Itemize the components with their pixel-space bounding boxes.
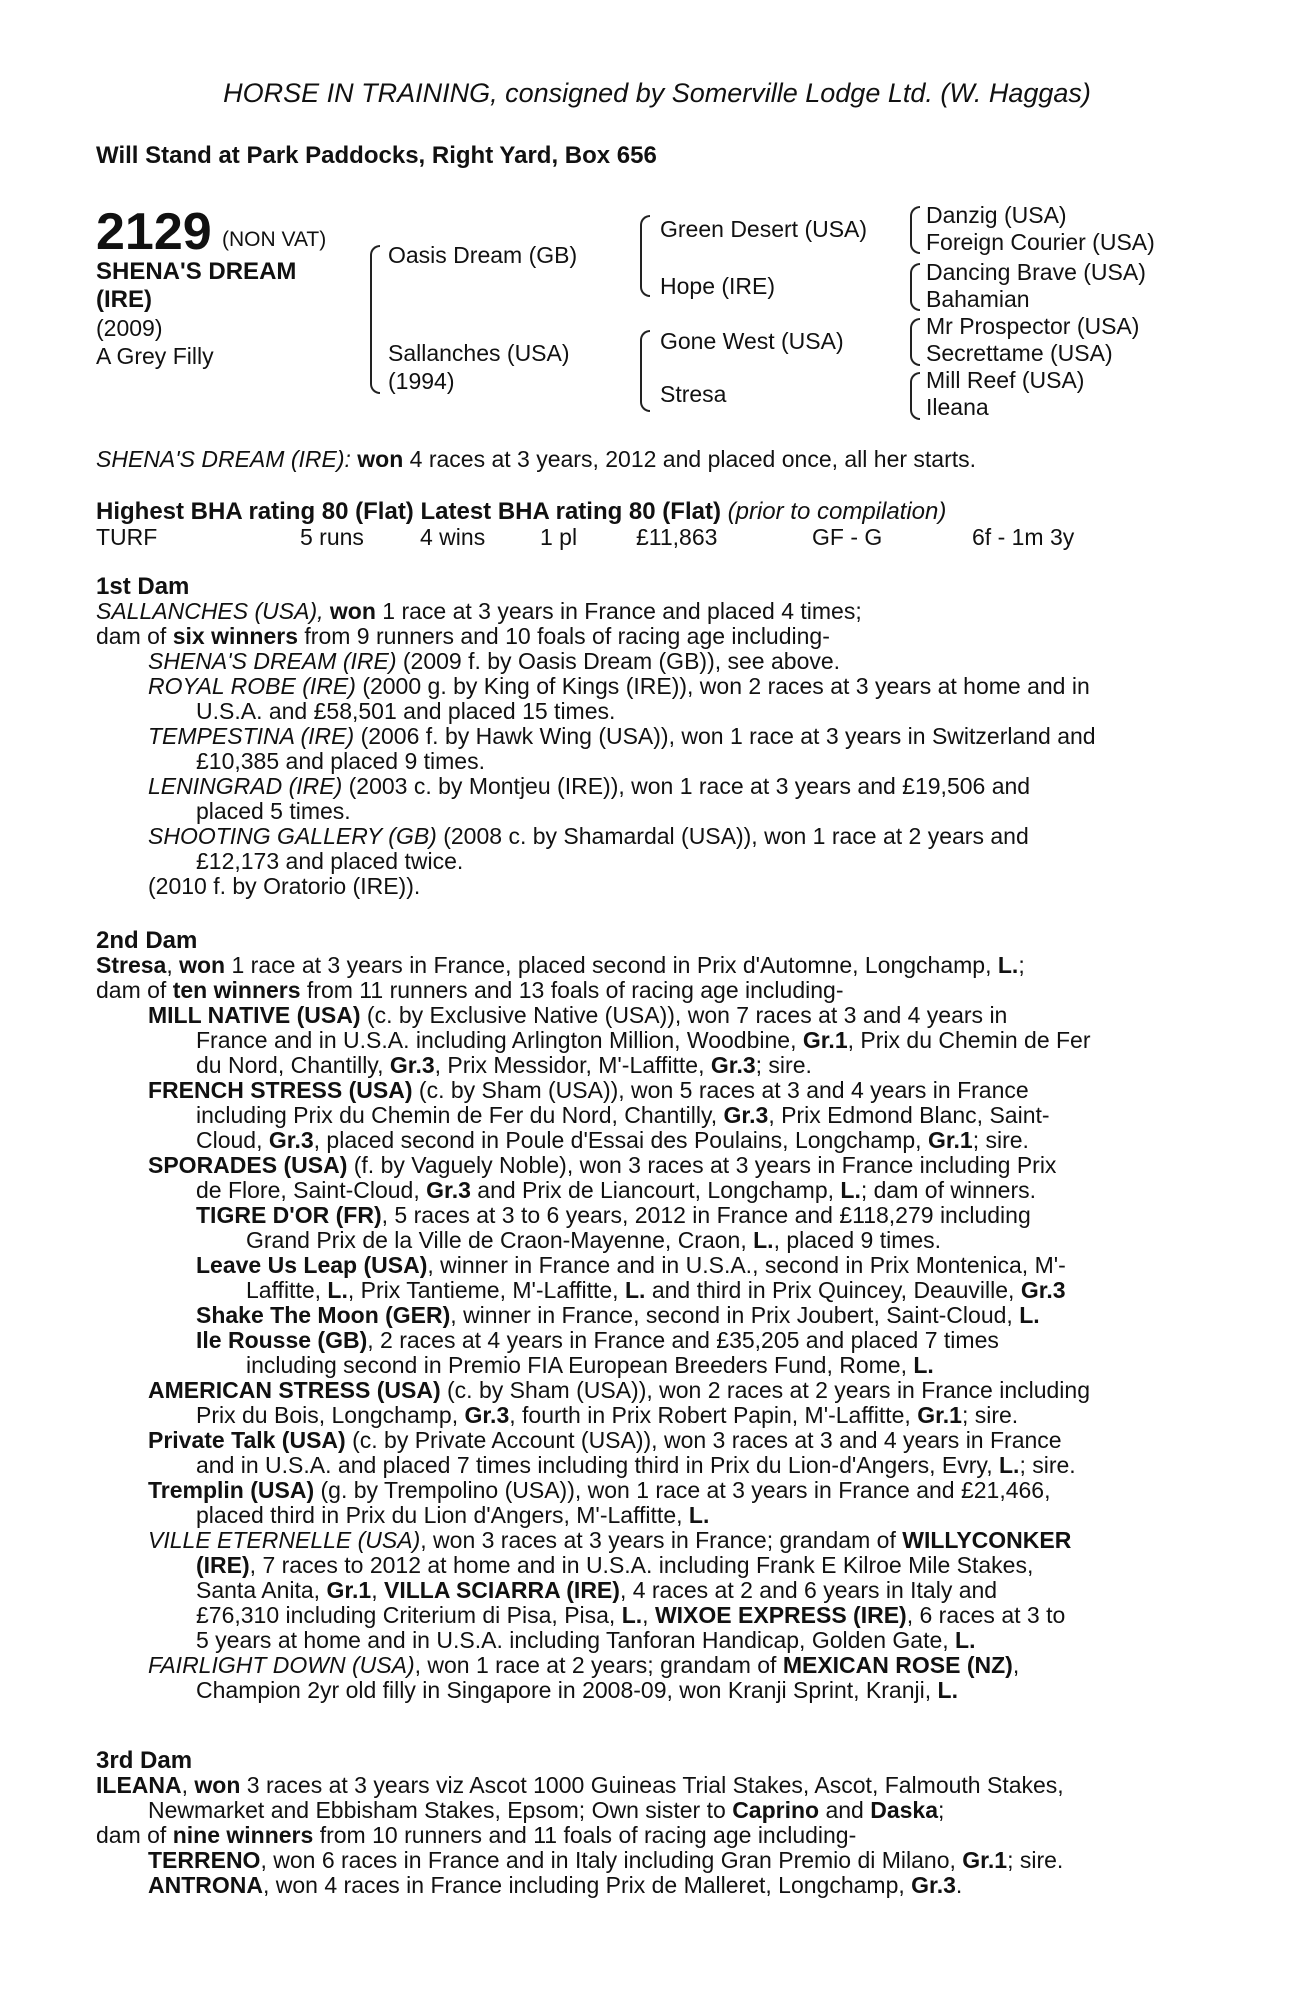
pedigree-dam: Sallanches (USA) — [388, 340, 570, 366]
horse-description: A Grey Filly — [96, 343, 214, 369]
progeny-item-cont: 5 years at home and in U.S.A. including Tanforan Handicap, Golden Gate, L. — [196, 1628, 976, 1653]
progeny-item-cont: placed 5 times. — [196, 799, 351, 824]
pedigree-brace-main — [370, 245, 380, 394]
progeny-item-cont: £10,385 and placed 9 times. — [196, 749, 485, 774]
pedigree-dam-sire: Gone West (USA) — [660, 328, 844, 354]
progeny-item: FRENCH STRESS (USA) (c. by Sham (USA)), won 5 races at 3 and 4 years in France — [148, 1078, 1029, 1103]
foaling-year: (2009) — [96, 315, 163, 341]
lot-number: 2129 — [96, 203, 212, 261]
first-dam-section — [96, 574, 1218, 899]
pedigree-ddd: Ileana — [926, 394, 989, 420]
progeny-item-cont: U.S.A. and £58,501 and placed 15 times. — [196, 699, 616, 724]
catalogue-header: HORSE IN TRAINING, consigned by Somerville Lodge Ltd. (W. Haggas) — [223, 78, 1091, 108]
progeny-item-cont: Champion 2yr old filly in Singapore in 2008-09, won Kranji Sprint, Kranji, L. — [196, 1678, 958, 1703]
pedigree-dsd: Secrettame (USA) — [926, 340, 1113, 366]
progeny-item-cont: placed third in Prix du Lion d'Angers, M'-Laffitte, L. — [196, 1503, 710, 1528]
pedigree-dss: Mr Prospector (USA) — [926, 313, 1140, 339]
turf-placed: 1 pl — [540, 524, 578, 550]
turf-distance: 6f - 1m 3y — [972, 524, 1075, 550]
pedigree-sire: Oasis Dream (GB) — [388, 242, 578, 268]
grand-progeny-item: Ile Rousse (GB), 2 races at 4 years in France and £35,205 and placed 7 times — [196, 1328, 999, 1353]
third-dam-heading: 3rd Dam — [96, 1748, 193, 1773]
progeny-item: LENINGRAD (IRE) (2003 c. by Montjeu (IRE)), won 1 race at 3 years and £19,506 and — [148, 774, 1031, 799]
pedigree-sire-dam: Hope (IRE) — [660, 273, 776, 299]
first-dam-heading: 1st Dam — [96, 574, 190, 599]
race-summary — [96, 446, 976, 473]
first-dam-line1: SALLANCHES (USA), won 1 race at 3 years in France and placed 4 times; — [96, 599, 862, 624]
turf-surface: TURF — [96, 524, 158, 550]
summary-won: won — [357, 446, 404, 472]
pedigree-brace-3b — [910, 263, 920, 311]
progeny-item: TERRENO, won 6 races in France and in Italy including Gran Premio di Milano, Gr.1; sire. — [148, 1848, 1064, 1873]
progeny-item: SPORADES (USA) (f. by Vaguely Noble), won 3 races at 3 years in France including Prix — [148, 1153, 1057, 1178]
progeny-item: SHENA'S DREAM (IRE) (2009 f. by Oasis Dream (GB)), see above. — [148, 649, 841, 674]
horse-details — [96, 314, 214, 370]
summary-rest: 4 races at 3 years, 2012 and placed once, all her starts. — [409, 446, 977, 472]
grand-progeny-cont: Laffitte, L., Prix Tantieme, M'-Laffitte, L. and third in Prix Quincey, Deauville, Gr.3 — [246, 1278, 1066, 1303]
progeny-item-cont: France and in U.S.A. including Arlington Million, Woodbine, Gr.1, Prix du Chemin de Fer — [196, 1028, 1091, 1053]
second-dam-line2: dam of ten winners from 11 runners and 13 foals of racing age including- — [96, 978, 844, 1003]
stand-location: Will Stand at Park Paddocks, Right Yard, Box 656 — [96, 142, 657, 169]
progeny-item-cont: £76,310 including Criterium di Pisa, Pisa, L., WIXOE EXPRESS (IRE), 6 races at 3 to — [196, 1603, 1066, 1628]
turf-wins: 4 wins — [420, 524, 486, 550]
progeny-item: AMERICAN STRESS (USA) (c. by Sham (USA)), won 2 races at 2 years in France including — [148, 1378, 1090, 1403]
pedigree-sdd: Bahamian — [926, 286, 1030, 312]
second-dam-section — [96, 928, 1218, 1703]
progeny-item-cont: £12,173 and placed twice. — [196, 849, 464, 874]
pedigree-sire-sire: Green Desert (USA) — [660, 216, 868, 242]
progeny-item-cont: Cloud, Gr.3, placed second in Poule d'Essai des Poulains, Longchamp, Gr.1; sire. — [196, 1128, 1029, 1153]
progeny-item: ANTRONA, won 4 races in France including Prix de Malleret, Longchamp, Gr.3. — [148, 1873, 963, 1898]
grand-progeny-item: TIGRE D'OR (FR), 5 races at 3 to 6 years, 2012 in France and £118,279 including — [196, 1203, 1031, 1228]
turf-runs: 5 runs — [300, 524, 364, 550]
progeny-item-cont: du Nord, Chantilly, Gr.3, Prix Messidor, M'-Laffitte, Gr.3; sire. — [196, 1053, 812, 1078]
grand-progeny-cont: including second in Premio FIA European Breeders Fund, Rome, L. — [246, 1353, 934, 1378]
pedigree-brace-3d — [910, 372, 920, 420]
grand-progeny-cont: Grand Prix de la Ville de Craon-Mayenne, Craon, L., placed 9 times. — [246, 1228, 942, 1253]
third-dam-line2: Newmarket and Ebbisham Stakes, Epsom; Own sister to Caprino and Daska; — [148, 1798, 945, 1823]
rating-text: Highest BHA rating 80 (Flat) Latest BHA rating 80 (Flat) — [96, 498, 721, 525]
progeny-item: ROYAL ROBE (IRE) (2000 g. by King of Kings (IRE)), won 2 races at 3 years at home and in — [148, 674, 1090, 699]
progeny-item: TEMPESTINA (IRE) (2006 f. by Hawk Wing (USA)), won 1 race at 3 years in Switzerland and — [148, 724, 1096, 749]
pedigree-sss: Danzig (USA) — [926, 202, 1067, 228]
pedigree-brace-3a — [910, 206, 920, 254]
pedigree-sds: Dancing Brave (USA) — [926, 259, 1146, 285]
third-dam-section — [96, 1748, 1218, 1898]
vat-status: (NON VAT) — [222, 228, 327, 251]
progeny-item: VILLE ETERNELLE (USA), won 3 races at 3 years in France; grandam of WILLYCONKER — [148, 1528, 1072, 1553]
turf-earnings: £11,863 — [636, 524, 718, 550]
progeny-item: FAIRLIGHT DOWN (USA), won 1 race at 2 years; grandam of MEXICAN ROSE (NZ), — [148, 1653, 1020, 1678]
progeny-item: MILL NATIVE (USA) (c. by Exclusive Native (USA)), won 7 races at 3 and 4 years in — [148, 1003, 1008, 1028]
pedigree-brace-sire — [640, 215, 650, 297]
progeny-item-cont: Prix du Bois, Longchamp, Gr.3, fourth in Prix Robert Papin, M'-Laffitte, Gr.1; sire. — [196, 1403, 1019, 1428]
third-dam-line3: dam of nine winners from 10 runners and 11 foals of racing age including- — [96, 1823, 857, 1848]
first-dam-line2: dam of six winners from 9 runners and 10 foals of racing age including- — [96, 624, 830, 649]
progeny-item-cont: Santa Anita, Gr.1, VILLA SCIARRA (IRE), 4 races at 2 and 6 years in Italy and — [196, 1578, 998, 1603]
progeny-item: Tremplin (USA) (g. by Trempolino (USA)), won 1 race at 3 years in France and £21,466, — [148, 1478, 1051, 1503]
pedigree-dam-dam: Stresa — [660, 381, 727, 407]
pedigree-dam-year: (1994) — [388, 368, 455, 394]
grand-progeny-item: Leave Us Leap (USA), winner in France and in U.S.A., second in Prix Montenica, M'- — [196, 1253, 1066, 1278]
progeny-item-cont: (IRE), 7 races to 2012 at home and in U.S.A. including Frank E Kilroe Mile Stakes, — [196, 1553, 1034, 1578]
progeny-item: SHOOTING GALLERY (GB) (2008 c. by Shamardal (USA)), won 1 race at 2 years and — [148, 824, 1029, 849]
progeny-item: (2010 f. by Oratorio (IRE)). — [148, 874, 421, 899]
second-dam-line1: Stresa, won 1 race at 3 years in France, placed second in Prix d'Automne, Longchamp, L.; — [96, 953, 1025, 978]
progeny-item-cont: including Prix du Chemin de Fer du Nord, Chantilly, Gr.3, Prix Edmond Blanc, Saint- — [196, 1103, 1050, 1128]
horse-name — [96, 258, 296, 314]
third-dam-line1: ILEANA, won 3 races at 3 years viz Ascot 1000 Guineas Trial Stakes, Ascot, Falmouth Stakes, — [96, 1773, 1064, 1798]
horse-name-line2: (IRE) — [96, 286, 152, 313]
progeny-item-cont: and in U.S.A. and placed 7 times including third in Prix du Lion-d'Angers, Evry, L.; sire. — [196, 1453, 1076, 1478]
pedigree-brace-3c — [910, 318, 920, 366]
progeny-item-cont: de Flore, Saint-Cloud, Gr.3 and Prix de Liancourt, Longchamp, L.; dam of winners. — [196, 1178, 1036, 1203]
pedigree-dds: Mill Reef (USA) — [926, 367, 1085, 393]
bha-rating — [96, 498, 946, 526]
second-dam-heading: 2nd Dam — [96, 928, 198, 953]
turf-going: GF - G — [812, 524, 883, 550]
rating-note: (prior to compilation) — [727, 498, 947, 525]
pedigree-ssd: Foreign Courier (USA) — [926, 229, 1155, 255]
summary-horse-name: SHENA'S DREAM (IRE): — [96, 446, 351, 472]
horse-name-line1: SHENA'S DREAM — [96, 258, 297, 285]
grand-progeny-item: Shake The Moon (GER), winner in France, second in Prix Joubert, Saint-Cloud, L. — [196, 1303, 1040, 1328]
progeny-item: Private Talk (USA) (c. by Private Account (USA)), won 3 races at 3 and 4 years in France — [148, 1428, 1062, 1453]
pedigree-brace-dam — [640, 330, 650, 412]
